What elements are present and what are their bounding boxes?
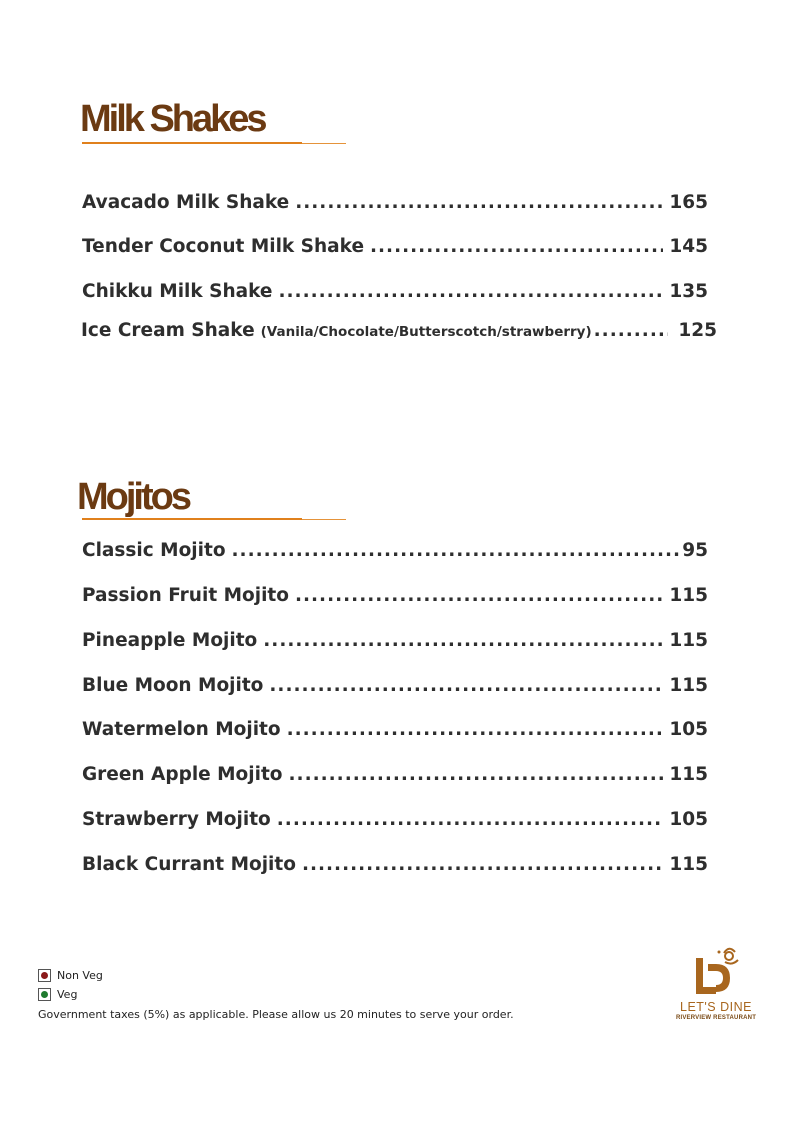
menu-item-name: Avacado Milk Shake (82, 192, 290, 213)
menu-item (82, 675, 708, 696)
menu-item (82, 192, 708, 213)
menu-item-name: Blue Moon Mojito (82, 675, 264, 696)
menu-item-price: 115 (669, 764, 708, 785)
menu-item-name: Watermelon Mojito (82, 719, 281, 740)
menu-item (82, 719, 708, 740)
brand-tagline: RIVERVIEW RESTAURANT (675, 1015, 757, 1021)
brand-name: LET'S DINE (680, 1000, 752, 1014)
menu-item-name: Chikku Milk Shake (82, 281, 273, 302)
dot-leader (594, 320, 669, 341)
menu-item (82, 854, 708, 875)
dot-leader (289, 764, 664, 785)
menu-item (82, 809, 708, 830)
nonveg-dot (41, 972, 48, 979)
menu-item-price: 105 (669, 719, 708, 740)
mojitos-title-underline (82, 519, 346, 520)
menu-item (82, 630, 708, 651)
veg-icon (38, 988, 51, 1001)
legend-veg (38, 988, 77, 1001)
legend-veg-label: Veg (57, 988, 78, 1001)
dot-leader (269, 675, 663, 696)
menu-item (82, 585, 708, 606)
dot-leader (287, 719, 664, 740)
dot-leader (263, 630, 663, 651)
dot-leader (232, 540, 683, 561)
dot-leader (302, 854, 663, 875)
menu-item-name: Pineapple Mojito (82, 630, 258, 651)
nonveg-icon (38, 969, 51, 982)
tax-note: Government taxes (5%) as applicable. Please allow us 20 minutes to serve your order. (38, 1008, 514, 1021)
menu-item-price: 95 (682, 540, 708, 561)
menu-item (82, 764, 708, 785)
menu-item (82, 236, 708, 257)
menu-item-name: Classic Mojito (82, 540, 226, 561)
milkshakes-title-underline (82, 143, 346, 144)
menu-item-name: Green Apple Mojito (82, 764, 283, 785)
veg-dot (41, 991, 48, 998)
menu-item-note: (Vanila/Chocolate/Butterscotch/strawberry) (260, 324, 592, 340)
menu-item-price: 105 (669, 809, 708, 830)
mojitos-title: Mojitos (77, 476, 189, 518)
menu-item (82, 540, 708, 561)
legend-nonveg (38, 969, 103, 982)
menu-item-name: Ice Cream Shake (81, 320, 255, 341)
menu-item-name: Strawberry Mojito (82, 809, 271, 830)
menu-item-name: Tender Coconut Milk Shake (82, 236, 364, 257)
menu-item (81, 320, 717, 341)
dot-leader (278, 281, 663, 302)
dot-leader (370, 236, 663, 257)
menu-item-price: 115 (669, 630, 708, 651)
menu-item-price: 165 (669, 192, 708, 213)
menu-item-price: 115 (669, 854, 708, 875)
menu-item-price: 125 (678, 320, 717, 341)
menu-item-price: 115 (669, 675, 708, 696)
legend-nonveg-label: Non Veg (57, 969, 103, 982)
menu-item-name: Passion Fruit Mojito (82, 585, 289, 606)
menu-item-price: 115 (669, 585, 708, 606)
menu-item-price: 145 (669, 236, 708, 257)
dot-leader (295, 192, 663, 213)
menu-item-name: Black Currant Mojito (82, 854, 296, 875)
dot-leader (295, 585, 663, 606)
dot-leader (277, 809, 664, 830)
menu-item (82, 281, 708, 302)
milkshakes-title: Milk Shakes (80, 98, 265, 140)
menu-item-price: 135 (669, 281, 708, 302)
